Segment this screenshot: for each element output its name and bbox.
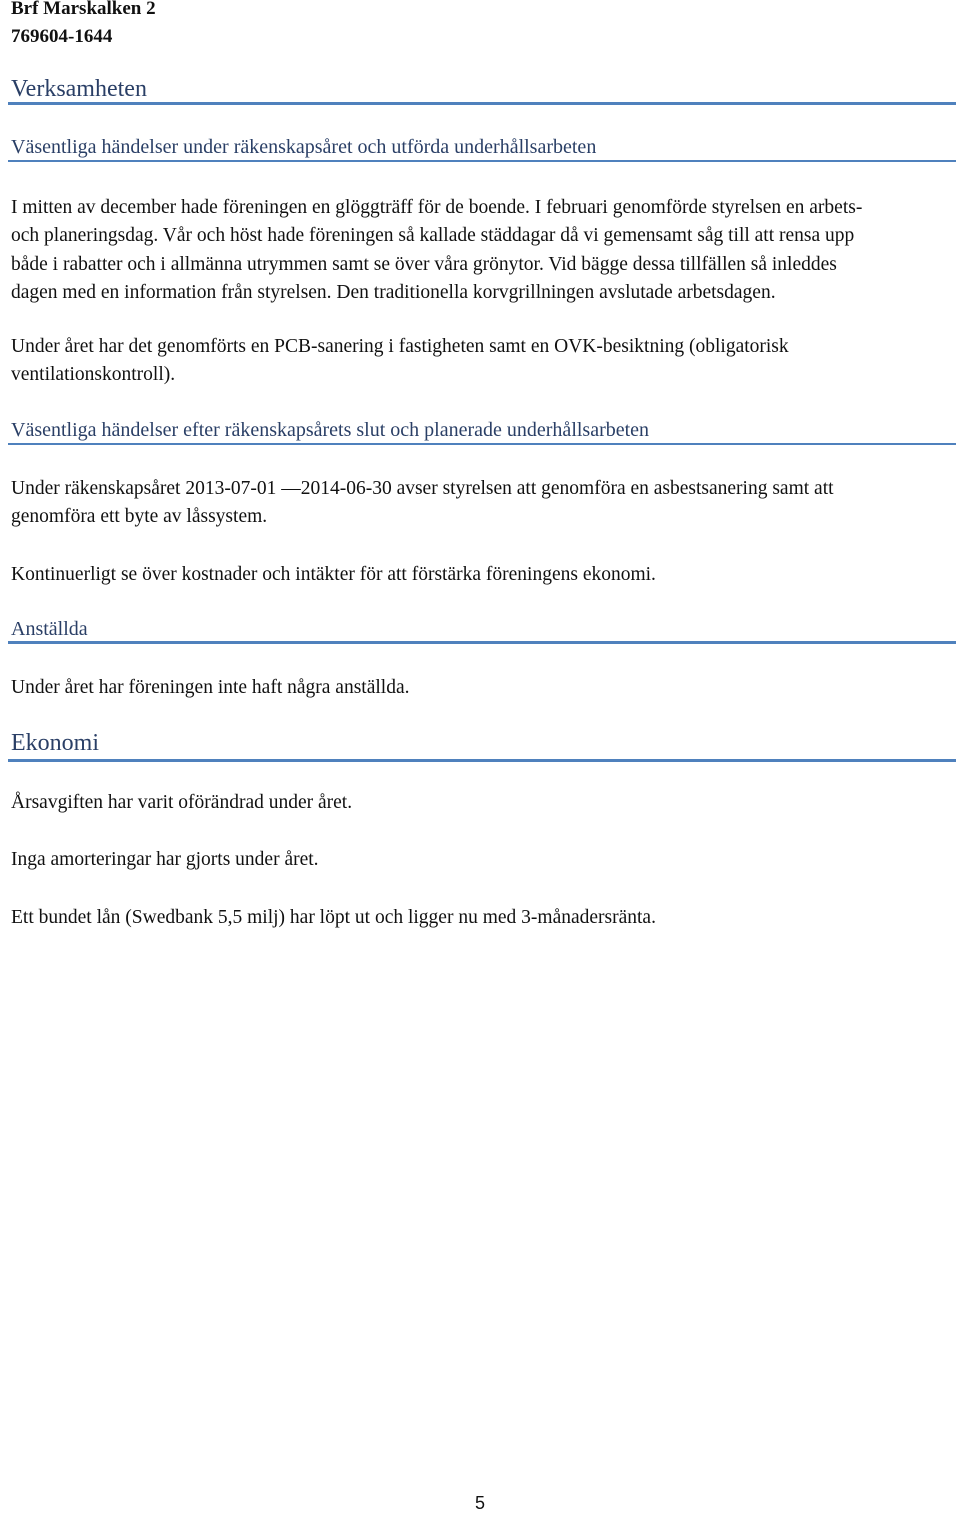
paragraph-planerat bbox=[11, 475, 834, 532]
page-number: 5 bbox=[474, 1493, 485, 1513]
paragraph-amortering bbox=[11, 846, 319, 874]
text-line: och planeringsdag. Vår och höst hade föreningen så kallade städdagar då vi gemensamt såg till att rensa upp bbox=[11, 225, 855, 247]
subsection-title-anstallda: Anställda bbox=[11, 618, 88, 640]
paragraph-arsavgift bbox=[11, 789, 352, 817]
subsection-title-efter: Väsentliga händelser efter räkenskapsårets slut och planerade underhållsarbeten bbox=[11, 419, 650, 441]
text-line: Kontinuerligt se över kostnader och intäkter för att förstärka föreningens ekonomi. bbox=[11, 564, 656, 585]
section-rule bbox=[8, 759, 956, 762]
section-title-ekonomi: Ekonomi bbox=[11, 730, 99, 756]
subsection-rule bbox=[8, 443, 956, 445]
text-line: Under räkenskapsåret 2013-07-01 —2014-06-30 avser styrelsen att genomföra en asbestsanering samt att bbox=[11, 478, 834, 499]
subsection-title-handelser: Väsentliga händelser under räkenskapsåret och utförda underhållsarbeten bbox=[11, 136, 597, 158]
text-line: Under året har det genomförts en PCB-sanering i fastigheten samt en OVK-besiktning (obligatorisk bbox=[11, 336, 789, 357]
section-title-verksamheten: Verksamheten bbox=[11, 76, 147, 102]
paragraph-anstallda bbox=[11, 674, 409, 702]
paragraph-handelser bbox=[11, 194, 862, 308]
section-rule bbox=[8, 102, 956, 105]
company-name: Brf Marskalken 2 bbox=[11, 0, 156, 19]
subsection-rule bbox=[8, 160, 956, 162]
text-line: I mitten av december hade föreningen en glöggträff för de boende. I februari genomförde styrelsen en arbets- bbox=[11, 197, 863, 218]
text-line: Årsavgiften har varit oförändrad under året. bbox=[11, 792, 353, 813]
text-line: genomföra ett byte av låssystem. bbox=[11, 506, 268, 528]
subsection-rule bbox=[8, 641, 956, 644]
paragraph-lan bbox=[11, 904, 656, 932]
org-number: 769604-1644 bbox=[11, 26, 113, 47]
paragraph-kontinuerligt bbox=[11, 561, 656, 589]
text-line: både i rabatter och i allmänna utrymmen samt se över våra grönytor. Vid bägge dessa tillfällen så inleddes bbox=[11, 253, 837, 275]
paragraph-sanering bbox=[11, 333, 789, 390]
text-line: Ett bundet lån (Swedbank 5,5 milj) har löpt ut och ligger nu med 3-månadersränta. bbox=[11, 907, 656, 928]
text-line: ventilationskontroll). bbox=[11, 364, 176, 386]
text-line: Inga amorteringar har gjorts under året. bbox=[11, 849, 319, 870]
text-line: Under året har föreningen inte haft några anställda. bbox=[11, 677, 410, 698]
text-line: dagen med en information från styrelsen. Den traditionella korvgrillningen avslutade arbetsdagen. bbox=[11, 282, 776, 304]
